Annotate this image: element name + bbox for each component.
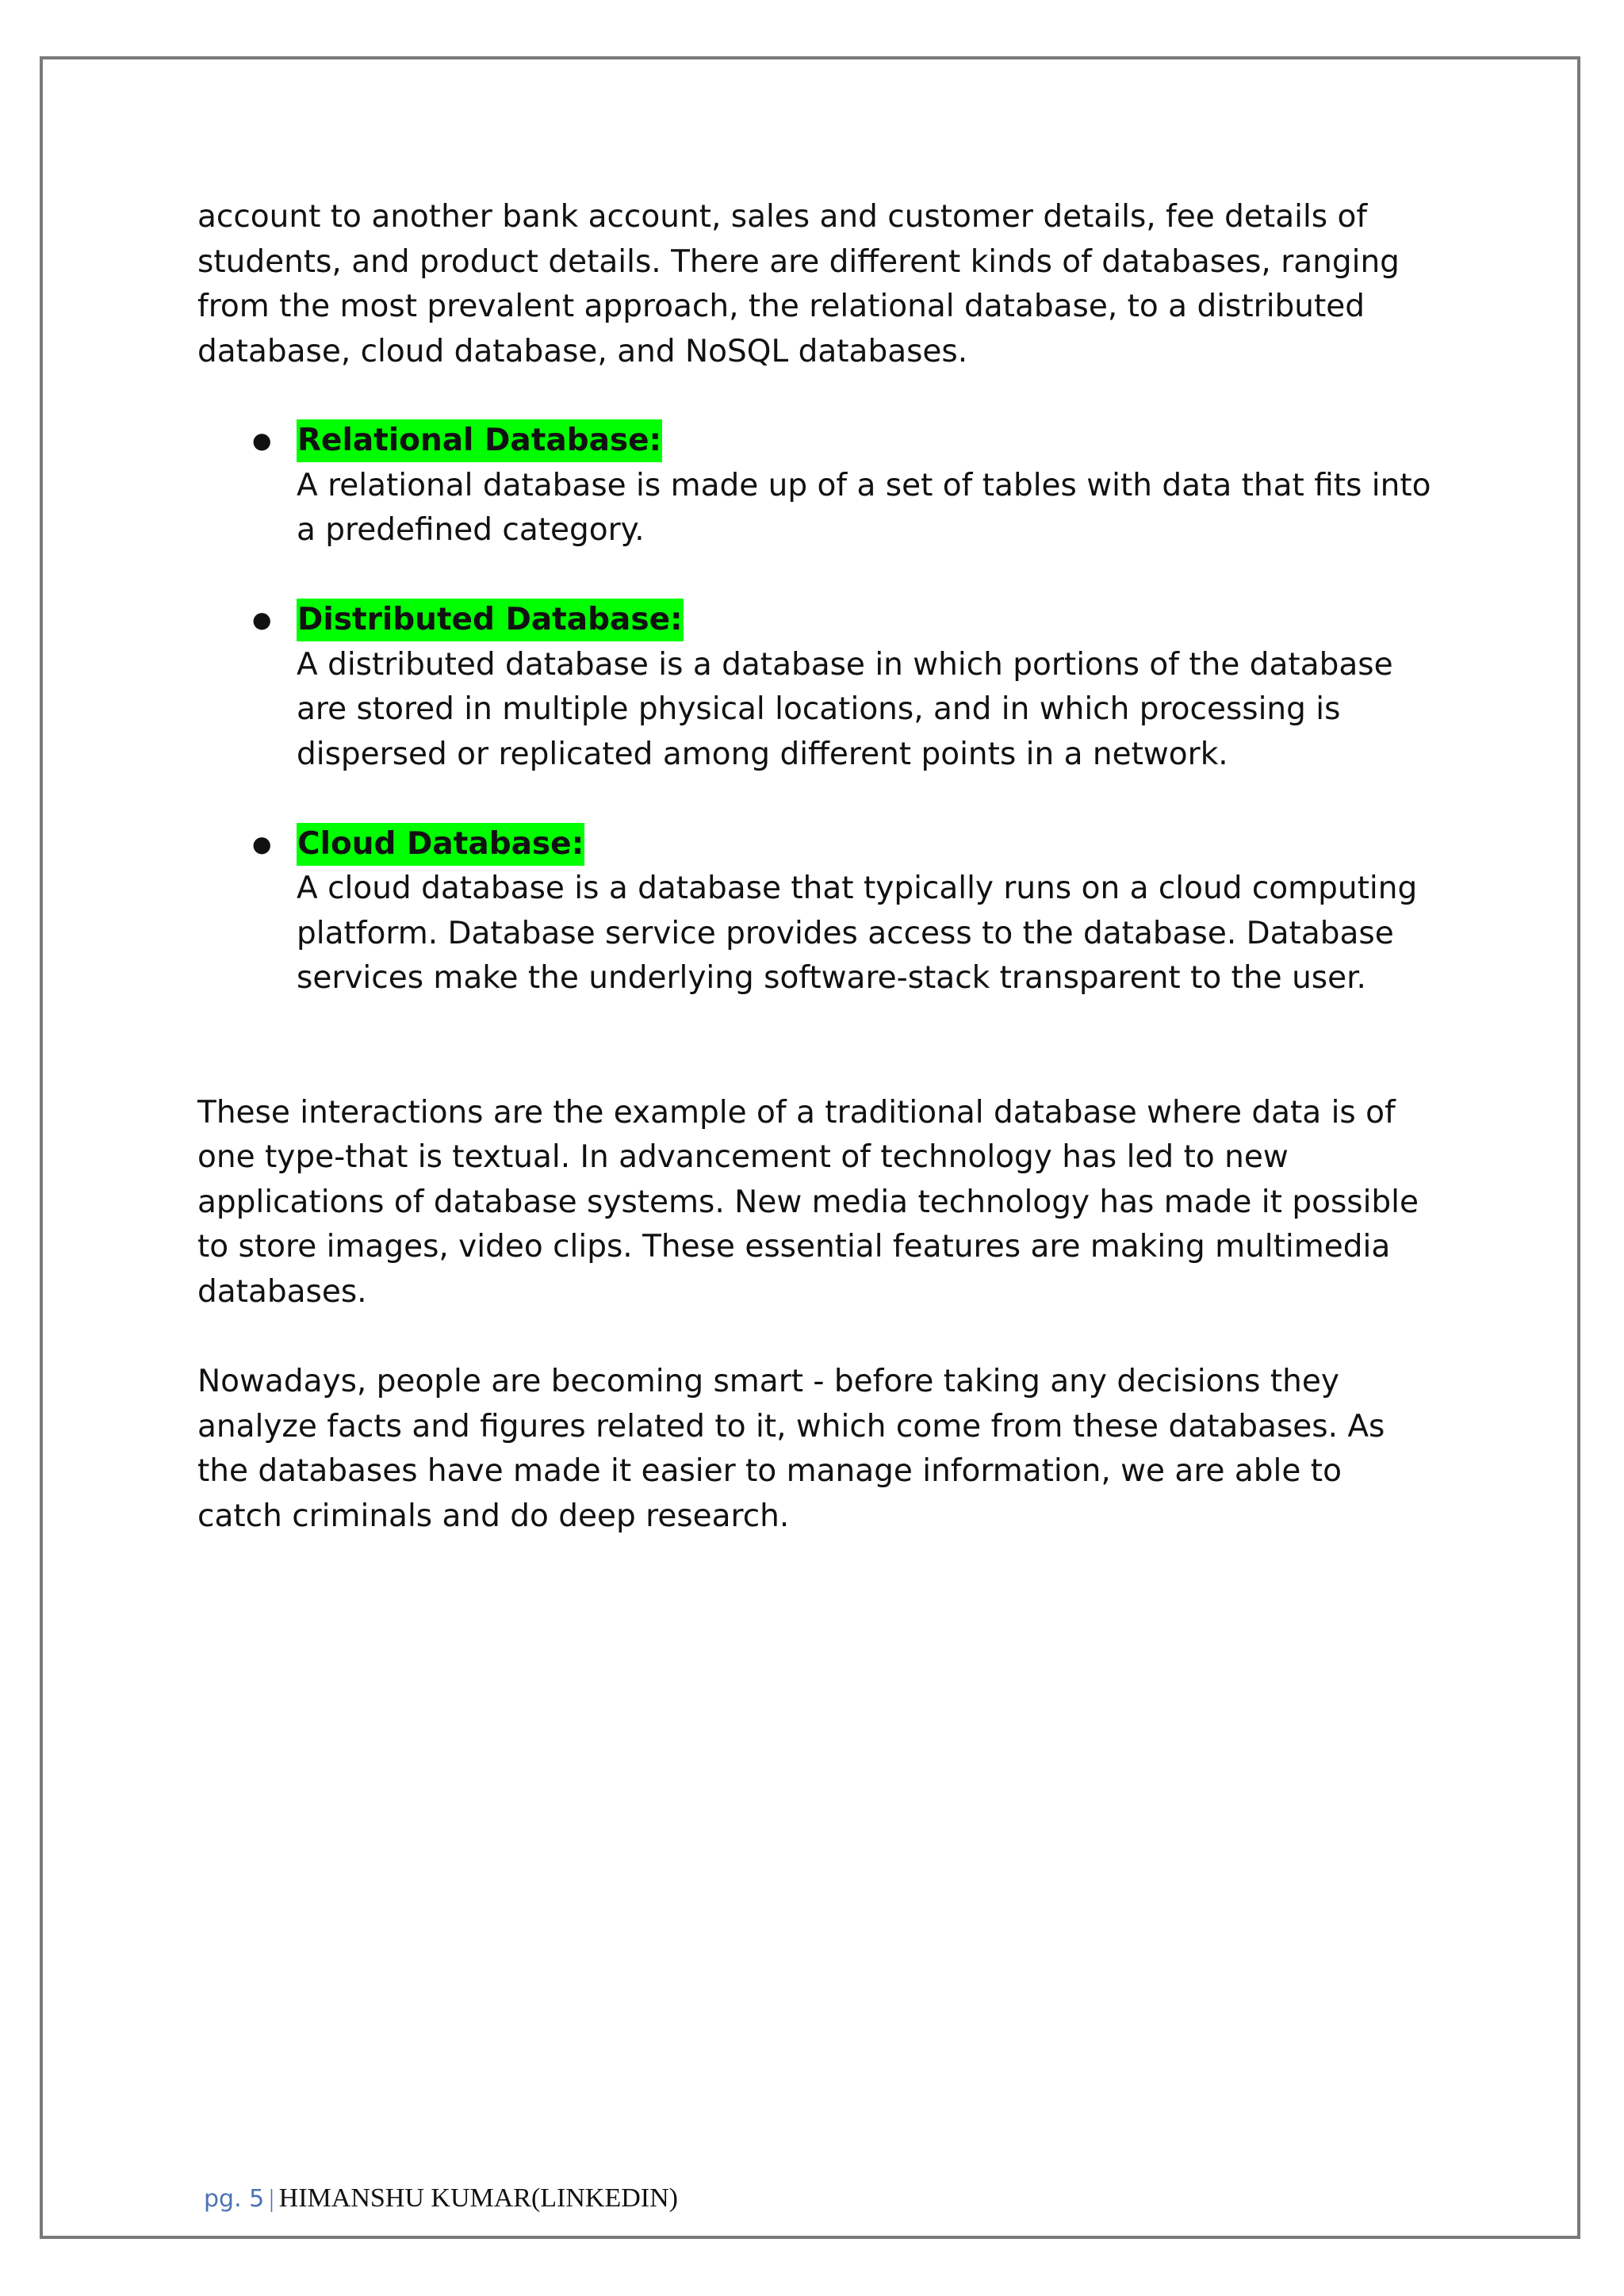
database-types-list — [197, 419, 1434, 1001]
document-body — [197, 195, 1434, 1539]
page-number: pg. 5 — [204, 2185, 265, 2213]
footer-author: HIMANSHU KUMAR(LINKEDIN) — [278, 2183, 678, 2213]
footer-separator: | — [269, 2183, 274, 2212]
list-item-relational-database — [252, 419, 1434, 553]
multimedia-paragraph: These interactions are the example of a traditional database where data is of one type-that is textual. In advancement of technology has led to new applications of database systems. New media technology has made it possible to store images, video clips. These essential features are making multimedia databases. — [197, 1094, 1419, 1310]
term-description: A relational database is made up of a set of tables with data that fits into a predefined category. — [297, 467, 1431, 548]
bullet-icon: ● — [252, 830, 272, 857]
bullet-icon: ● — [252, 427, 272, 453]
highlighted-term: Distributed Database: — [297, 599, 684, 641]
highlighted-term: Relational Database: — [297, 419, 662, 462]
list-item-distributed-database — [252, 598, 1434, 777]
intro-paragraph: account to another bank account, sales and customer details, fee details of students, and product details. There are different kinds of databases, ranging from the most prevalent approach, the relational database, to a distributed database, cloud database, and NoSQL databases. — [197, 199, 1400, 369]
term-description: A distributed database is a database in which portions of the database are stored in multiple physical locations, and in which processing is dispersed or replicated among different points in a network. — [297, 646, 1393, 772]
list-item-cloud-database — [252, 822, 1434, 1001]
page-footer — [204, 2182, 678, 2215]
term-description: A cloud database is a database that typically runs on a cloud computing platform. Database service provides access to the database. Database services make the underlying software-stack transparent to the user. — [297, 871, 1418, 996]
highlighted-term: Cloud Database: — [297, 823, 584, 866]
bullet-icon: ● — [252, 607, 272, 633]
research-paragraph: Nowadays, people are becoming smart - before taking any decisions they analyze facts and figures related to it, which come from these databases. As the databases have made it easier to manage information, we are able to catch criminals and do deep research. — [197, 1364, 1385, 1534]
